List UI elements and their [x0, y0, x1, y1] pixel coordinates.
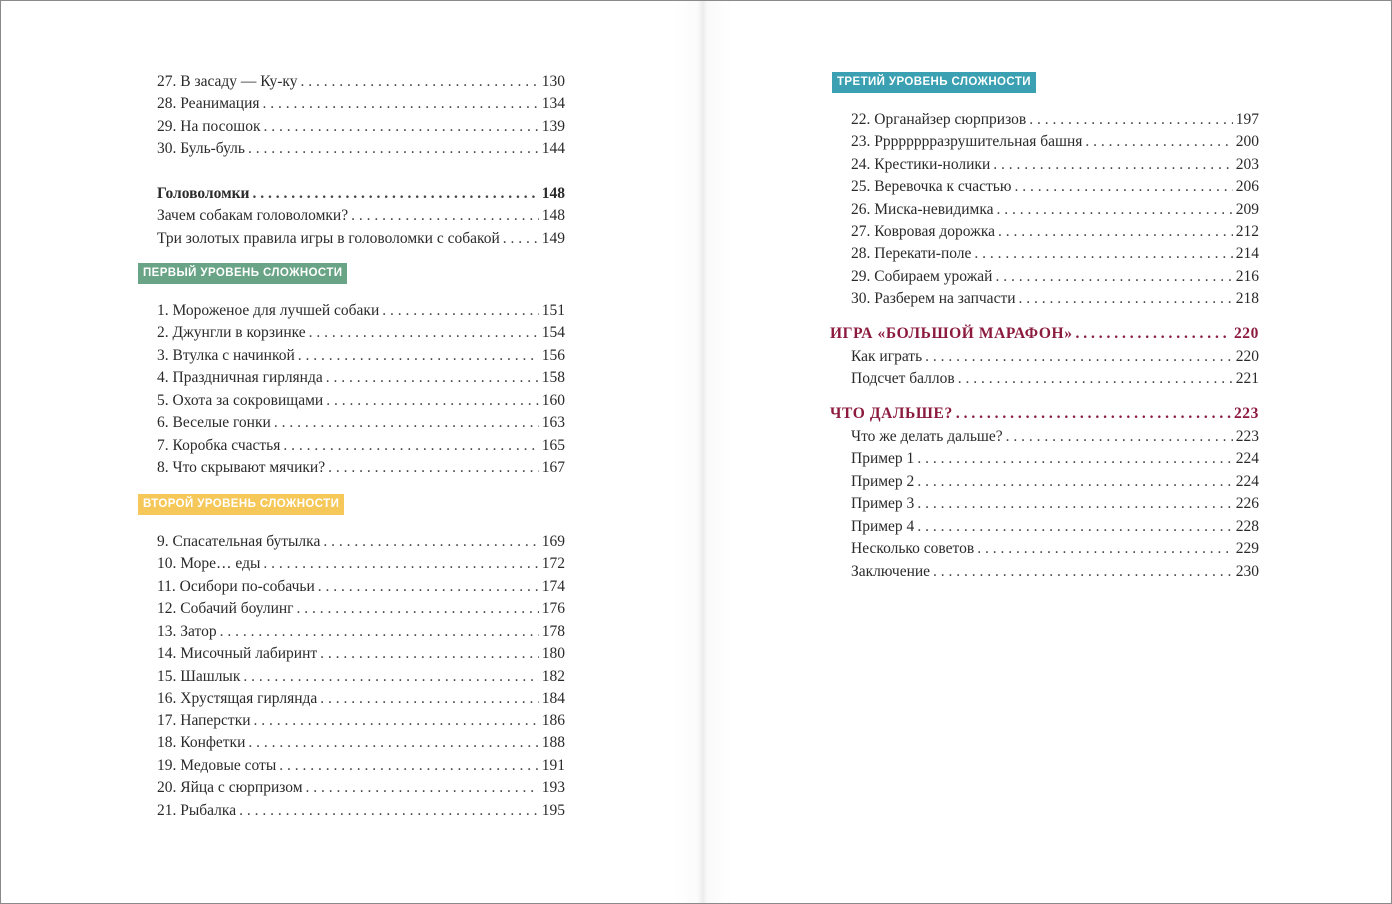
- toc-entry: [851, 288, 1259, 310]
- toc-entry-title: 16. Хрустящая гирлянда: [157, 690, 318, 707]
- toc-entry-title: 11. Осибори по-собачьи: [157, 578, 315, 595]
- toc-entry: [851, 426, 1259, 448]
- toc-entry-page: 154: [541, 324, 565, 341]
- toc-entry-page: 163: [541, 414, 565, 431]
- toc-entry-page: 224: [1235, 473, 1259, 490]
- toc-entry-page: 178: [541, 623, 565, 640]
- toc-entry: [851, 199, 1259, 221]
- toc-entry: [851, 493, 1259, 515]
- toc-entry: [851, 243, 1259, 265]
- toc-entry-page: 197: [1235, 111, 1259, 128]
- toc-leader: [220, 621, 539, 643]
- toc-entry-title: 30. Разберем на запчасти: [851, 290, 1016, 307]
- toc-leader: [297, 598, 539, 620]
- toc-leader: [917, 448, 1232, 470]
- toc-section-page: 220: [1233, 325, 1259, 342]
- toc-entry: [851, 346, 1259, 368]
- toc-entry: [851, 109, 1259, 131]
- toc-leader: [323, 531, 538, 553]
- toc-entry-title: 28. Реанимация: [157, 95, 260, 112]
- toc-entry-title: Пример 2: [851, 473, 915, 490]
- toc-entry-title: 26. Миска-невидимка: [851, 201, 994, 218]
- toc-entry-title: 9. Спасательная бутылка: [157, 533, 321, 550]
- toc-entry-page: 214: [1235, 245, 1259, 262]
- toc-leader: [279, 755, 539, 777]
- toc-leader: [1006, 426, 1233, 448]
- toc-entry-page: 139: [541, 118, 565, 135]
- toc-entry: [851, 266, 1259, 288]
- toc-entry: [157, 300, 565, 322]
- toc-entry: [157, 457, 565, 479]
- toc-entry-page: 193: [541, 779, 565, 796]
- toc-entry-title: Зачем собакам головоломки?: [157, 207, 349, 224]
- toc-entry: [157, 688, 565, 710]
- toc-entry: [851, 176, 1259, 198]
- toc-entry-title: 20. Яйца с сюрпризом: [157, 779, 303, 796]
- toc-leader: [917, 471, 1232, 493]
- toc-leader: [248, 732, 538, 754]
- toc-entry-page: 134: [541, 95, 565, 112]
- toc-section-page: 223: [1233, 405, 1259, 422]
- toc-entry-page: 218: [1235, 290, 1259, 307]
- toc-entry-page: 165: [541, 437, 565, 454]
- toc-entry-title: 24. Крестики-нолики: [851, 156, 991, 173]
- toc-entry-title: Пример 1: [851, 450, 915, 467]
- toc-entry: [157, 777, 565, 799]
- toc-entry-title: 23. Рррррррразрушительная башня: [851, 133, 1083, 150]
- toc-section-heading: [157, 183, 565, 205]
- toc-entry-page: 206: [1235, 178, 1259, 195]
- toc-entry-page: 224: [1235, 450, 1259, 467]
- toc-leader: [974, 243, 1232, 265]
- toc-entry-page: 130: [541, 73, 565, 90]
- toc-entry-title: 7. Коробка счастья: [157, 437, 281, 454]
- toc-entry-page: 203: [1235, 156, 1259, 173]
- toc-entry-title: 28. Перекати-поле: [851, 245, 972, 262]
- toc-section-heading: [830, 403, 1259, 425]
- toc-entry: [851, 561, 1259, 583]
- toc-entry-page: 144: [541, 140, 565, 157]
- toc-entry: [851, 154, 1259, 176]
- toc-entry-title: 8. Что скрывают мячики?: [157, 459, 326, 476]
- toc-leader: [326, 367, 539, 389]
- toc-entry-page: 172: [541, 555, 565, 572]
- toc-leader: [326, 390, 539, 412]
- toc-leader: [263, 116, 538, 138]
- toc-entry-page: 158: [541, 369, 565, 386]
- toc-entry-page: 195: [541, 802, 565, 819]
- toc-leader: [239, 800, 539, 822]
- toc-entry: [157, 800, 565, 822]
- toc-entry: [157, 116, 565, 138]
- toc-entry-page: 184: [541, 690, 565, 707]
- toc-entry: [157, 93, 565, 115]
- toc-leader: [298, 345, 539, 367]
- toc-entry-title: Пример 4: [851, 518, 915, 535]
- toc-leader: [320, 688, 538, 710]
- toc-entry-title: 27. В засаду — Ку-ку: [157, 73, 298, 90]
- toc-entry: [157, 531, 565, 553]
- toc-leader: [997, 199, 1233, 221]
- level-1-badge: ПЕРВЫЙ УРОВЕНЬ СЛОЖНОСТИ: [138, 263, 347, 284]
- toc-entry: [157, 643, 565, 665]
- toc-entry-page: 148: [541, 207, 565, 224]
- toc-leader: [998, 221, 1233, 243]
- toc-entry-title: Три золотых правила игры в головоломки с собакой: [157, 230, 500, 247]
- toc-entry-title: 4. Праздничная гирлянда: [157, 369, 323, 386]
- toc-entry-title: 25. Веревочка к счастью: [851, 178, 1012, 195]
- toc-entry-title: 14. Мисочный лабиринт: [157, 645, 318, 662]
- toc-entry-title: 21. Рыбалка: [157, 802, 237, 819]
- toc-entry: [157, 553, 565, 575]
- toc-leader: [958, 368, 1233, 390]
- book-gutter: [673, 1, 733, 903]
- toc-entry-title: 30. Буль-буль: [157, 140, 245, 157]
- toc-leader: [274, 412, 539, 434]
- toc-entry-page: 212: [1235, 223, 1259, 240]
- toc-leader: [1085, 131, 1232, 153]
- toc-entry-title: Пример 3: [851, 495, 915, 512]
- toc-entry-page: 230: [1235, 563, 1259, 580]
- toc-entry: [851, 131, 1259, 153]
- toc-entry: [157, 345, 565, 367]
- toc-leader: [1076, 323, 1231, 345]
- toc-entry-page: 182: [541, 668, 565, 685]
- toc-leader: [977, 538, 1233, 560]
- toc-entry: [157, 138, 565, 160]
- toc-entry-page: 191: [541, 757, 565, 774]
- toc-leader: [320, 643, 539, 665]
- toc-section-page: 148: [541, 185, 565, 202]
- toc-entry-title: 22. Органайзер сюрпризов: [851, 111, 1027, 128]
- toc-entry-page: 149: [541, 230, 565, 247]
- toc-entry-page: 228: [1235, 518, 1259, 535]
- toc-entry-title: 5. Охота за сокровищами: [157, 392, 324, 409]
- toc-entry-page: 221: [1235, 370, 1259, 387]
- toc-entry-title: 17. Наперстки: [157, 712, 251, 729]
- toc-entry-page: 188: [541, 734, 565, 751]
- toc-entry-title: 18. Конфетки: [157, 734, 246, 751]
- toc-entry: [157, 228, 565, 250]
- toc-entry: [157, 71, 565, 93]
- toc-leader: [917, 516, 1232, 538]
- toc-entry-page: 220: [1235, 348, 1259, 365]
- toc-entry-title: Заключение: [851, 563, 931, 580]
- toc-leader: [328, 457, 539, 479]
- toc-leader: [917, 493, 1232, 515]
- toc-entry: [851, 448, 1259, 470]
- toc-entry: [157, 598, 565, 620]
- toc-entry-page: 216: [1235, 268, 1259, 285]
- toc-leader: [382, 300, 539, 322]
- toc-section-title: ЧТО ДАЛЬШЕ?: [830, 405, 953, 422]
- toc-entry: [157, 367, 565, 389]
- toc-entry-page: 209: [1235, 201, 1259, 218]
- toc-leader: [993, 154, 1233, 176]
- toc-entry-title: 29. На посошок: [157, 118, 261, 135]
- level-3-badge: ТРЕТИЙ УРОВЕНЬ СЛОЖНОСТИ: [832, 72, 1036, 93]
- toc-entry: [157, 576, 565, 598]
- toc-entry-page: 174: [541, 578, 565, 595]
- toc-entry-page: 223: [1235, 428, 1259, 445]
- toc-entry-title: 29. Собираем урожай: [851, 268, 993, 285]
- toc-entry-title: 6. Веселые гонки: [157, 414, 271, 431]
- toc-entry-page: 151: [541, 302, 565, 319]
- toc-leader: [309, 322, 539, 344]
- toc-entry-page: 176: [541, 600, 565, 617]
- toc-entry: [157, 710, 565, 732]
- toc-entry: [851, 471, 1259, 493]
- toc-leader: [995, 266, 1232, 288]
- toc-entry-title: 3. Втулка с начинкой: [157, 347, 295, 364]
- toc-entry: [851, 368, 1259, 390]
- toc-leader: [248, 138, 539, 160]
- toc-entry-title: 10. Море… еды: [157, 555, 261, 572]
- toc-entry-title: 27. Ковровая дорожка: [851, 223, 996, 240]
- toc-entry-page: 226: [1235, 495, 1259, 512]
- toc-entry-title: 15. Шашлык: [157, 668, 241, 685]
- toc-leader: [306, 777, 539, 799]
- toc-leader: [925, 346, 1233, 368]
- toc-entry-page: 156: [541, 347, 565, 364]
- toc-entry: [157, 621, 565, 643]
- toc-leader: [263, 553, 538, 575]
- toc-entry-page: 169: [541, 533, 565, 550]
- toc-leader: [318, 576, 539, 598]
- toc-leader: [933, 561, 1233, 583]
- toc-leader: [351, 205, 539, 227]
- toc-leader: [956, 403, 1231, 425]
- toc-leader: [1019, 288, 1233, 310]
- toc-entry-title: Несколько советов: [851, 540, 975, 557]
- level-2-badge: ВТОРОЙ УРОВЕНЬ СЛОЖНОСТИ: [138, 494, 344, 515]
- toc-entry-page: 167: [541, 459, 565, 476]
- toc-leader: [243, 666, 538, 688]
- toc-entry-title: 2. Джунгли в корзинке: [157, 324, 306, 341]
- toc-entry-title: 19. Медовые соты: [157, 757, 277, 774]
- toc-entry: [157, 322, 565, 344]
- toc-entry: [157, 755, 565, 777]
- toc-section-heading: [830, 323, 1259, 345]
- toc-entry: [157, 732, 565, 754]
- toc-entry: [851, 221, 1259, 243]
- toc-entry: [157, 390, 565, 412]
- toc-leader: [300, 71, 538, 93]
- toc-leader: [253, 183, 539, 205]
- toc-entry-page: 160: [541, 392, 565, 409]
- toc-entry-page: 200: [1235, 133, 1259, 150]
- toc-entry: [851, 538, 1259, 560]
- toc-entry-title: Как играть: [851, 348, 923, 365]
- toc-entry-title: 12. Собачий боулинг: [157, 600, 294, 617]
- toc-entry-title: Подсчет баллов: [851, 370, 955, 387]
- toc-leader: [283, 435, 538, 457]
- toc-entry-title: 13. Затор: [157, 623, 217, 640]
- toc-entry-page: 229: [1235, 540, 1259, 557]
- toc-entry: [157, 412, 565, 434]
- toc-entry: [157, 435, 565, 457]
- toc-leader: [254, 710, 539, 732]
- toc-entry: [851, 516, 1259, 538]
- toc-leader: [503, 228, 539, 250]
- toc-entry-page: 180: [541, 645, 565, 662]
- toc-leader: [1029, 109, 1233, 131]
- toc-section-title: ИГРА «БОЛЬШОЙ МАРАФОН»: [830, 325, 1073, 342]
- toc-leader: [263, 93, 539, 115]
- toc-leader: [1014, 176, 1232, 198]
- toc-entry-page: 186: [541, 712, 565, 729]
- toc-entry-title: 1. Мороженое для лучшей собаки: [157, 302, 380, 319]
- toc-entry-title: Что же делать дальше?: [851, 428, 1003, 445]
- toc-entry: [157, 205, 565, 227]
- toc-section-title: Головоломки: [157, 185, 250, 202]
- toc-entry: [157, 666, 565, 688]
